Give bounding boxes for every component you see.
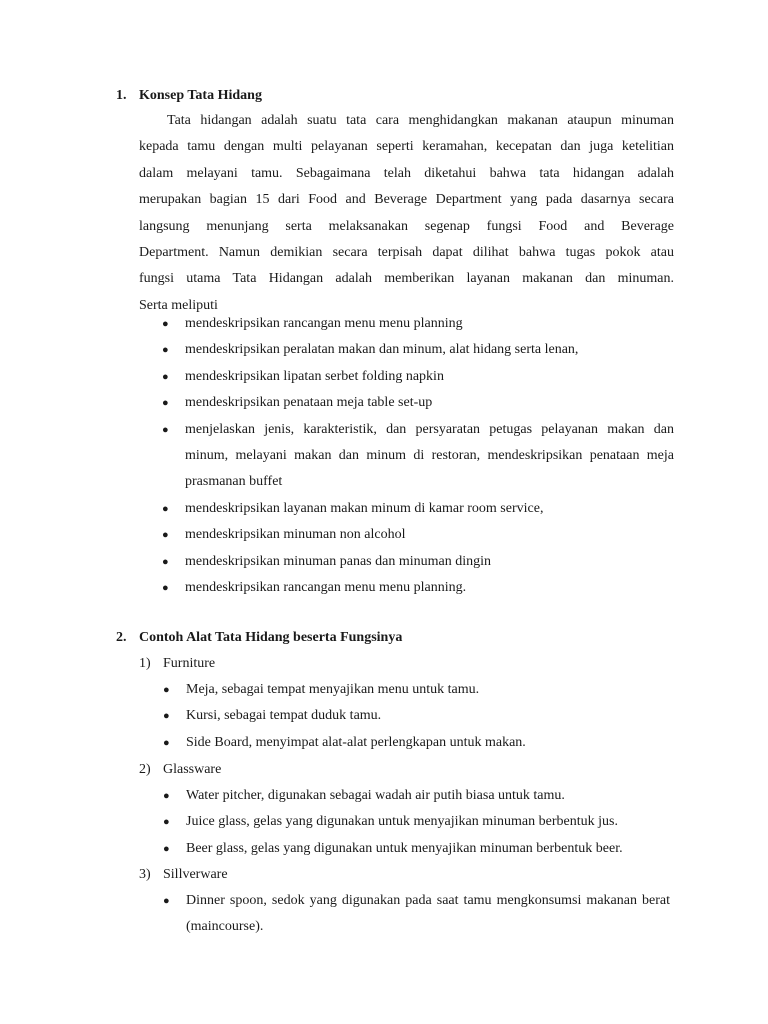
list-item-text: mendeskripsikan rancangan menu menu planning <box>185 316 463 331</box>
group-3-number: 3) <box>139 867 151 882</box>
bullet-icon: ● <box>162 370 169 383</box>
list-item <box>162 549 674 575</box>
section-2-number: 2. <box>116 630 127 645</box>
paragraph-line: Tata hidangan adalah suatu tata cara menghidangkan makanan ataupun minuman <box>167 113 674 128</box>
bullet-icon: ● <box>163 895 170 907</box>
bullet-icon: ● <box>162 318 169 330</box>
list-item-text: menjelaskan jenis, karakteristik, dan persyaratan petugas pelayanan makan dan minum, melayani makan dan minum di restoran, mendeskripsikan penataan meja prasmanan buffet <box>185 421 674 490</box>
list-item <box>163 703 676 729</box>
list-item <box>163 836 676 862</box>
section-1-number: 1. <box>116 88 127 103</box>
bullet-icon: ● <box>162 582 169 595</box>
paragraph-line: merupakan bagian 15 dari Food and Beverage Department yang pada dasarnya secara <box>139 192 674 208</box>
list-item-text: mendeskripsikan minuman non alcohol <box>185 527 406 543</box>
paragraph-line: Department. Namun demikian secara terpisah dapat dilihat bahwa tugas pokok atau <box>139 244 674 260</box>
list-item-text: mendeskripsikan peralatan makan dan minum, alat hidang serta lenan, <box>185 342 579 358</box>
bullet-icon: ● <box>162 423 169 436</box>
section-1-paragraph <box>139 108 674 319</box>
list-item <box>162 417 674 496</box>
section-1-title: Konsep Tata Hidang <box>139 88 262 103</box>
list-item <box>163 809 676 835</box>
section-1-bullet-list <box>162 311 674 601</box>
bullet-icon: ● <box>162 502 169 515</box>
group-2-heading: Glassware <box>163 762 222 777</box>
list-item-text: Juice glass, gelas yang digunakan untuk menyajikan minuman berbentuk jus. <box>186 814 618 830</box>
list-item <box>162 496 674 522</box>
paragraph-line: kepada tamu dengan multi pelayanan seperti keramahan, kecepatan dan juga ketelitian <box>139 139 674 155</box>
paragraph-line: dalam melayani tamu. Sebagaimana telah diketahui bahwa tata hidangan adalah <box>139 165 674 181</box>
paragraph-line: Serta meliputi <box>139 297 218 313</box>
group-1-heading: Furniture <box>163 656 216 671</box>
bullet-icon: ● <box>163 842 170 855</box>
group-3-list <box>163 888 670 941</box>
paragraph-line: fungsi utama Tata Hidangan adalah memberikan layanan makanan dan minuman. <box>139 271 674 287</box>
list-item-text: mendeskripsikan penataan meja table set-up <box>185 395 433 411</box>
group-1-number: 1) <box>139 656 151 671</box>
list-item-text: Beer glass, gelas yang digunakan untuk menyajikan minuman berbentuk beer. <box>186 840 623 856</box>
list-item-text: Meja, sebagai tempat menyajikan menu untuk tamu. <box>186 682 480 697</box>
list-item <box>163 730 676 756</box>
list-item <box>163 783 676 809</box>
bullet-icon: ● <box>163 684 170 696</box>
group-2-number: 2) <box>139 762 151 777</box>
bullet-icon: ● <box>163 736 170 749</box>
group-2-list <box>163 783 676 862</box>
list-item-text: mendeskripsikan minuman panas dan minuman dingin <box>185 553 492 569</box>
bullet-icon: ● <box>163 790 170 802</box>
list-item-text: Water pitcher, digunakan sebagai wadah air putih biasa untuk tamu. <box>186 788 565 803</box>
list-item-text: Side Board, menyimpat alat-alat perlengkapan untuk makan. <box>186 734 526 750</box>
list-item <box>162 522 674 548</box>
list-item <box>162 364 674 390</box>
bullet-icon: ● <box>162 344 169 357</box>
list-item-text: Dinner spoon, sedok yang digunakan pada saat tamu mengkonsumsi makanan berat (maincourse). <box>186 893 670 935</box>
bullet-icon: ● <box>162 397 169 410</box>
paragraph-line: langsung menunjang serta melaksanakan segenap fungsi Food and Beverage <box>139 218 674 234</box>
bullet-icon: ● <box>162 555 169 568</box>
list-item-text: mendeskripsikan layanan makan minum di kamar room service, <box>185 500 544 516</box>
bullet-icon: ● <box>163 816 170 829</box>
list-item <box>162 337 674 363</box>
group-3-heading: Sillverware <box>163 867 228 882</box>
list-item <box>163 888 670 941</box>
section-2-title: Contoh Alat Tata Hidang beserta Fungsinya <box>139 630 403 645</box>
list-item <box>163 677 676 703</box>
group-1-list <box>163 677 676 756</box>
list-item-text: Kursi, sebagai tempat duduk tamu. <box>186 708 382 724</box>
list-item <box>162 311 674 337</box>
list-item <box>162 575 674 601</box>
list-item-text: mendeskripsikan rancangan menu menu planning. <box>185 580 467 596</box>
list-item <box>162 390 674 416</box>
list-item-text: mendeskripsikan lipatan serbet folding napkin <box>185 368 444 384</box>
bullet-icon: ● <box>162 529 169 542</box>
bullet-icon: ● <box>163 710 170 723</box>
